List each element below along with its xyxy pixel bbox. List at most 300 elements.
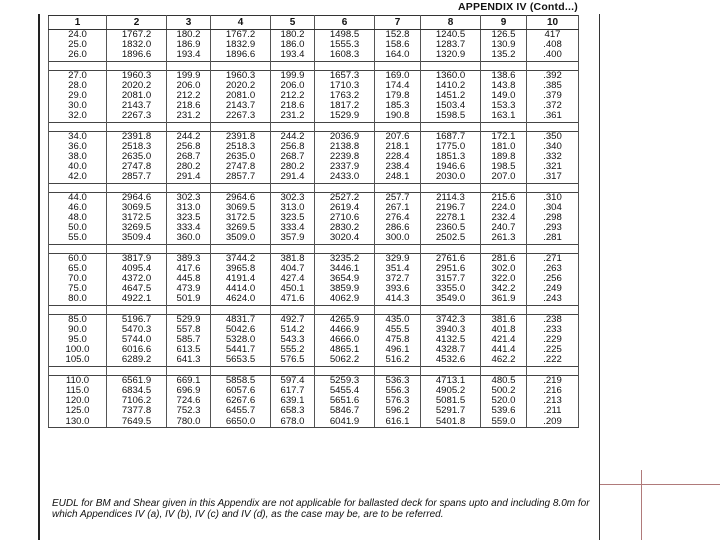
value-cell: 6267.6 xyxy=(211,396,271,406)
value-cell: 1320.9 xyxy=(421,50,481,61)
empty-cell xyxy=(421,305,481,314)
value-cell: 218.6 xyxy=(167,101,211,111)
value-cell: 658.3 xyxy=(271,406,315,416)
value-cell: .317 xyxy=(527,172,579,183)
empty-cell xyxy=(271,61,315,70)
span-cell: 38.0 xyxy=(49,152,107,162)
span-cell: 44.0 xyxy=(49,192,107,203)
column-header: 5 xyxy=(271,16,315,30)
value-cell: 1960.3 xyxy=(107,70,167,81)
span-cell: 34.0 xyxy=(49,131,107,142)
empty-cell xyxy=(527,61,579,70)
value-cell: 2830.2 xyxy=(315,223,375,233)
span-cell: 70.0 xyxy=(49,274,107,284)
value-cell: 207.0 xyxy=(481,172,527,183)
span-cell: 60.0 xyxy=(49,253,107,264)
value-cell: .229 xyxy=(527,335,579,345)
value-cell: 3742.3 xyxy=(421,314,481,325)
value-cell: 135.2 xyxy=(481,50,527,61)
value-cell: 421.4 xyxy=(481,335,527,345)
value-cell: 1896.6 xyxy=(107,50,167,61)
column-header: 1 xyxy=(49,16,107,30)
value-cell: 2433.0 xyxy=(315,172,375,183)
empty-cell xyxy=(271,366,315,375)
value-cell: .219 xyxy=(527,375,579,386)
value-cell: 207.6 xyxy=(375,131,421,142)
empty-cell xyxy=(107,183,167,192)
empty-cell xyxy=(481,183,527,192)
value-cell: 152.8 xyxy=(375,30,421,41)
value-cell: 724.6 xyxy=(167,396,211,406)
value-cell: 1240.5 xyxy=(421,30,481,41)
value-cell: 5651.6 xyxy=(315,396,375,406)
table-row xyxy=(49,50,579,61)
value-cell: 1410.2 xyxy=(421,81,481,91)
value-cell: 302.0 xyxy=(481,264,527,274)
table-row xyxy=(49,294,579,305)
value-cell: 1832.0 xyxy=(107,40,167,50)
eudl-table xyxy=(48,15,579,428)
value-cell: 1960.3 xyxy=(211,70,271,81)
value-cell: 3069.5 xyxy=(107,203,167,213)
value-cell: 4414.0 xyxy=(211,284,271,294)
value-cell: 2278.1 xyxy=(421,213,481,223)
value-cell: 286.6 xyxy=(375,223,421,233)
value-cell: 669.1 xyxy=(167,375,211,386)
value-cell: 5401.8 xyxy=(421,417,481,428)
value-cell: 291.4 xyxy=(167,172,211,183)
value-cell: 401.8 xyxy=(481,325,527,335)
value-cell: .263 xyxy=(527,264,579,274)
value-cell: 361.9 xyxy=(481,294,527,305)
value-cell: 1608.3 xyxy=(315,50,375,61)
value-cell: 393.6 xyxy=(375,284,421,294)
value-cell: 180.2 xyxy=(167,30,211,41)
empty-cell xyxy=(107,61,167,70)
value-cell: 641.3 xyxy=(167,355,211,366)
eudl-table-container xyxy=(48,15,578,428)
value-cell: 3157.7 xyxy=(421,274,481,284)
empty-cell xyxy=(527,183,579,192)
empty-cell xyxy=(315,183,375,192)
value-cell: 1775.0 xyxy=(421,142,481,152)
column-header: 8 xyxy=(421,16,481,30)
value-cell: 244.2 xyxy=(271,131,315,142)
empty-cell xyxy=(315,61,375,70)
value-cell: .372 xyxy=(527,101,579,111)
value-cell: 198.5 xyxy=(481,162,527,172)
right-frame-line xyxy=(599,14,600,540)
span-cell: 25.0 xyxy=(49,40,107,50)
empty-cell xyxy=(421,244,481,253)
empty-cell xyxy=(167,183,211,192)
span-cell: 28.0 xyxy=(49,81,107,91)
value-cell: 323.5 xyxy=(271,213,315,223)
value-cell: 2239.8 xyxy=(315,152,375,162)
empty-cell xyxy=(49,305,107,314)
value-cell: 6057.6 xyxy=(211,386,271,396)
value-cell: 2143.7 xyxy=(211,101,271,111)
value-cell: 231.2 xyxy=(167,111,211,122)
value-cell: 333.4 xyxy=(271,223,315,233)
value-cell: 1529.9 xyxy=(315,111,375,122)
value-cell: 2030.0 xyxy=(421,172,481,183)
value-cell: 5744.0 xyxy=(107,335,167,345)
value-cell: 1763.2 xyxy=(315,91,375,101)
value-cell: 2710.6 xyxy=(315,213,375,223)
empty-cell xyxy=(375,305,421,314)
value-cell: 172.1 xyxy=(481,131,527,142)
table-header-row xyxy=(49,16,579,30)
value-cell: 3965.8 xyxy=(211,264,271,274)
group-separator-row xyxy=(49,244,579,253)
value-cell: 6455.7 xyxy=(211,406,271,416)
value-cell: 7649.5 xyxy=(107,417,167,428)
value-cell: 1283.7 xyxy=(421,40,481,50)
value-cell: 381.6 xyxy=(481,314,527,325)
value-cell: 2857.7 xyxy=(211,172,271,183)
column-header: 2 xyxy=(107,16,167,30)
value-cell: 417.6 xyxy=(167,264,211,274)
value-cell: 281.6 xyxy=(481,253,527,264)
value-cell: 2391.8 xyxy=(107,131,167,142)
value-cell: 3654.9 xyxy=(315,274,375,284)
value-cell: 2360.5 xyxy=(421,223,481,233)
value-cell: 2761.6 xyxy=(421,253,481,264)
value-cell: 1657.3 xyxy=(315,70,375,81)
span-cell: 32.0 xyxy=(49,111,107,122)
value-cell: 536.3 xyxy=(375,375,421,386)
value-cell: 3859.9 xyxy=(315,284,375,294)
value-cell: 186.9 xyxy=(167,40,211,50)
value-cell: 2114.3 xyxy=(421,192,481,203)
value-cell: 597.4 xyxy=(271,375,315,386)
empty-cell xyxy=(481,61,527,70)
value-cell: 199.9 xyxy=(167,70,211,81)
empty-cell xyxy=(481,244,527,253)
span-cell: 27.0 xyxy=(49,70,107,81)
span-cell: 125.0 xyxy=(49,406,107,416)
value-cell: 4191.4 xyxy=(211,274,271,284)
span-cell: 100.0 xyxy=(49,345,107,355)
value-cell: 2081.0 xyxy=(211,91,271,101)
span-cell: 46.0 xyxy=(49,203,107,213)
value-cell: .293 xyxy=(527,223,579,233)
value-cell: 516.2 xyxy=(375,355,421,366)
value-cell: 543.3 xyxy=(271,335,315,345)
value-cell: 1832.9 xyxy=(211,40,271,50)
value-cell: 2635.0 xyxy=(211,152,271,162)
span-cell: 110.0 xyxy=(49,375,107,386)
value-cell: 174.4 xyxy=(375,81,421,91)
value-cell: 4265.9 xyxy=(315,314,375,325)
span-cell: 90.0 xyxy=(49,325,107,335)
value-cell: 190.8 xyxy=(375,111,421,122)
value-cell: .225 xyxy=(527,345,579,355)
value-cell: .392 xyxy=(527,70,579,81)
value-cell: 480.5 xyxy=(481,375,527,386)
value-cell: 342.2 xyxy=(481,284,527,294)
empty-cell xyxy=(527,366,579,375)
empty-cell xyxy=(167,305,211,314)
value-cell: 2747.8 xyxy=(107,162,167,172)
value-cell: 126.5 xyxy=(481,30,527,41)
value-cell: 2138.8 xyxy=(315,142,375,152)
empty-cell xyxy=(211,183,271,192)
value-cell: 268.7 xyxy=(271,152,315,162)
span-cell: 80.0 xyxy=(49,294,107,305)
value-cell: 238.4 xyxy=(375,162,421,172)
value-cell: .233 xyxy=(527,325,579,335)
value-cell: 6041.9 xyxy=(315,417,375,428)
empty-cell xyxy=(271,122,315,131)
value-cell: 169.0 xyxy=(375,70,421,81)
decorative-vertical-line xyxy=(641,470,642,540)
span-cell: 40.0 xyxy=(49,162,107,172)
value-cell: 617.7 xyxy=(271,386,315,396)
value-cell: 2527.2 xyxy=(315,192,375,203)
span-cell: 115.0 xyxy=(49,386,107,396)
value-cell: 501.9 xyxy=(167,294,211,305)
footnote: EUDL for BM and Shear given in this Appendix are not applicable for ballasted deck for spans upto and including 8.0m for which Appendices IV (a), IV (b), IV (c) and IV (d), as the case may be, are to be referred. xyxy=(52,498,590,521)
value-cell: 351.4 xyxy=(375,264,421,274)
value-cell: 4132.5 xyxy=(421,335,481,345)
value-cell: 4624.0 xyxy=(211,294,271,305)
value-cell: 441.4 xyxy=(481,345,527,355)
value-cell: 2267.3 xyxy=(211,111,271,122)
value-cell: 130.9 xyxy=(481,40,527,50)
value-cell: 4647.5 xyxy=(107,284,167,294)
value-cell: .400 xyxy=(527,50,579,61)
empty-cell xyxy=(49,366,107,375)
span-cell: 120.0 xyxy=(49,396,107,406)
empty-cell xyxy=(167,366,211,375)
span-cell: 105.0 xyxy=(49,355,107,366)
value-cell: 1767.2 xyxy=(211,30,271,41)
left-frame-line xyxy=(38,14,40,540)
value-cell: 2020.2 xyxy=(211,81,271,91)
value-cell: 427.4 xyxy=(271,274,315,284)
value-cell: 3172.5 xyxy=(107,213,167,223)
span-cell: 48.0 xyxy=(49,213,107,223)
value-cell: .256 xyxy=(527,274,579,284)
value-cell: 5081.5 xyxy=(421,396,481,406)
empty-cell xyxy=(49,122,107,131)
value-cell: 445.8 xyxy=(167,274,211,284)
value-cell: 302.3 xyxy=(167,192,211,203)
value-cell: 2337.9 xyxy=(315,162,375,172)
value-cell: 462.2 xyxy=(481,355,527,366)
value-cell: 585.7 xyxy=(167,335,211,345)
value-cell: 4372.0 xyxy=(107,274,167,284)
empty-cell xyxy=(375,61,421,70)
value-cell: .249 xyxy=(527,284,579,294)
table-row xyxy=(49,355,579,366)
empty-cell xyxy=(481,305,527,314)
value-cell: 3940.3 xyxy=(421,325,481,335)
span-cell: 29.0 xyxy=(49,91,107,101)
value-cell: 496.1 xyxy=(375,345,421,355)
value-cell: 212.2 xyxy=(271,91,315,101)
value-cell: .379 xyxy=(527,91,579,101)
value-cell: 193.4 xyxy=(167,50,211,61)
empty-cell xyxy=(375,366,421,375)
value-cell: 302.3 xyxy=(271,192,315,203)
group-separator-row xyxy=(49,305,579,314)
empty-cell xyxy=(421,183,481,192)
column-header: 6 xyxy=(315,16,375,30)
value-cell: 1710.3 xyxy=(315,81,375,91)
value-cell: 2196.7 xyxy=(421,203,481,213)
empty-cell xyxy=(315,244,375,253)
value-cell: 4865.1 xyxy=(315,345,375,355)
value-cell: 5291.7 xyxy=(421,406,481,416)
value-cell: 3509.0 xyxy=(211,233,271,244)
value-cell: 179.8 xyxy=(375,91,421,101)
span-cell: 95.0 xyxy=(49,335,107,345)
value-cell: 596.2 xyxy=(375,406,421,416)
table-row xyxy=(49,111,579,122)
value-cell: 3549.0 xyxy=(421,294,481,305)
table-row xyxy=(49,417,579,428)
value-cell: 455.5 xyxy=(375,325,421,335)
value-cell: .298 xyxy=(527,213,579,223)
value-cell: 2518.3 xyxy=(211,142,271,152)
span-cell: 50.0 xyxy=(49,223,107,233)
value-cell: 163.1 xyxy=(481,111,527,122)
value-cell: 138.6 xyxy=(481,70,527,81)
value-cell: 435.0 xyxy=(375,314,421,325)
span-cell: 26.0 xyxy=(49,50,107,61)
value-cell: 3744.2 xyxy=(211,253,271,264)
value-cell: .304 xyxy=(527,203,579,213)
table-body xyxy=(49,30,579,428)
value-cell: 3020.4 xyxy=(315,233,375,244)
group-separator-row xyxy=(49,122,579,131)
value-cell: 276.4 xyxy=(375,213,421,223)
value-cell: 215.6 xyxy=(481,192,527,203)
value-cell: 212.2 xyxy=(167,91,211,101)
value-cell: 228.4 xyxy=(375,152,421,162)
empty-cell xyxy=(49,183,107,192)
value-cell: 257.7 xyxy=(375,192,421,203)
value-cell: 267.1 xyxy=(375,203,421,213)
empty-cell xyxy=(167,61,211,70)
value-cell: 514.2 xyxy=(271,325,315,335)
value-cell: 414.3 xyxy=(375,294,421,305)
value-cell: .211 xyxy=(527,406,579,416)
value-cell: 500.2 xyxy=(481,386,527,396)
span-cell: 55.0 xyxy=(49,233,107,244)
value-cell: 5858.5 xyxy=(211,375,271,386)
value-cell: .216 xyxy=(527,386,579,396)
value-cell: .281 xyxy=(527,233,579,244)
value-cell: 3446.1 xyxy=(315,264,375,274)
value-cell: 696.9 xyxy=(167,386,211,396)
value-cell: .408 xyxy=(527,40,579,50)
value-cell: 4922.1 xyxy=(107,294,167,305)
value-cell: 323.5 xyxy=(167,213,211,223)
span-cell: 24.0 xyxy=(49,30,107,41)
span-cell: 36.0 xyxy=(49,142,107,152)
value-cell: 1817.2 xyxy=(315,101,375,111)
value-cell: .213 xyxy=(527,396,579,406)
column-header: 10 xyxy=(527,16,579,30)
value-cell: 333.4 xyxy=(167,223,211,233)
value-cell: 2081.0 xyxy=(107,91,167,101)
value-cell: 261.3 xyxy=(481,233,527,244)
value-cell: 158.6 xyxy=(375,40,421,50)
table-row xyxy=(49,406,579,416)
empty-cell xyxy=(49,244,107,253)
value-cell: 4062.9 xyxy=(315,294,375,305)
value-cell: 5846.7 xyxy=(315,406,375,416)
value-cell: 3269.5 xyxy=(211,223,271,233)
column-header: 9 xyxy=(481,16,527,30)
span-cell: 75.0 xyxy=(49,284,107,294)
value-cell: 450.1 xyxy=(271,284,315,294)
value-cell: 360.0 xyxy=(167,233,211,244)
value-cell: 1946.6 xyxy=(421,162,481,172)
empty-cell xyxy=(375,183,421,192)
value-cell: 6834.5 xyxy=(107,386,167,396)
value-cell: 678.0 xyxy=(271,417,315,428)
value-cell: 7377.8 xyxy=(107,406,167,416)
value-cell: .222 xyxy=(527,355,579,366)
value-cell: 313.0 xyxy=(167,203,211,213)
value-cell: 181.0 xyxy=(481,142,527,152)
span-cell: 30.0 xyxy=(49,101,107,111)
empty-cell xyxy=(107,366,167,375)
value-cell: 556.3 xyxy=(375,386,421,396)
value-cell: .243 xyxy=(527,294,579,305)
value-cell: 189.8 xyxy=(481,152,527,162)
value-cell: 381.8 xyxy=(271,253,315,264)
empty-cell xyxy=(375,122,421,131)
column-header: 3 xyxy=(167,16,211,30)
value-cell: .209 xyxy=(527,417,579,428)
value-cell: 1451.2 xyxy=(421,91,481,101)
value-cell: 752.3 xyxy=(167,406,211,416)
empty-cell xyxy=(211,61,271,70)
value-cell: 357.9 xyxy=(271,233,315,244)
value-cell: 5259.3 xyxy=(315,375,375,386)
value-cell: .271 xyxy=(527,253,579,264)
empty-cell xyxy=(107,244,167,253)
value-cell: 475.8 xyxy=(375,335,421,345)
value-cell: 4831.7 xyxy=(211,314,271,325)
value-cell: 539.6 xyxy=(481,406,527,416)
value-cell: .321 xyxy=(527,162,579,172)
value-cell: 2747.8 xyxy=(211,162,271,172)
empty-cell xyxy=(167,122,211,131)
empty-cell xyxy=(375,244,421,253)
value-cell: 291.4 xyxy=(271,172,315,183)
table-row xyxy=(49,233,579,244)
value-cell: 300.0 xyxy=(375,233,421,244)
empty-cell xyxy=(527,122,579,131)
empty-cell xyxy=(315,366,375,375)
value-cell: 780.0 xyxy=(167,417,211,428)
empty-cell xyxy=(315,122,375,131)
value-cell: 492.7 xyxy=(271,314,315,325)
value-cell: 613.5 xyxy=(167,345,211,355)
value-cell: 2951.6 xyxy=(421,264,481,274)
value-cell: 1498.5 xyxy=(315,30,375,41)
value-cell: 2020.2 xyxy=(107,81,167,91)
column-header: 4 xyxy=(211,16,271,30)
value-cell: 5653.5 xyxy=(211,355,271,366)
